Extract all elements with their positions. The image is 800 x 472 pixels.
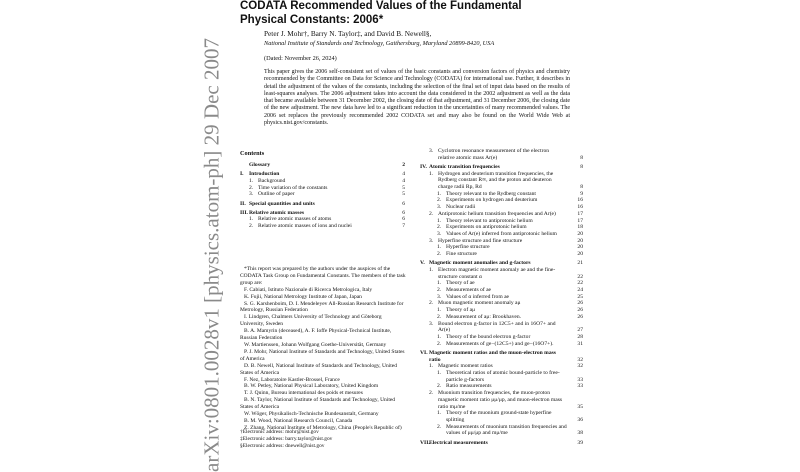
footnote-line: *This report was prepared by the authors under the auspices of the CODATA Task Group on Fundamental Constants. The members of the task group are: (240, 266, 406, 286)
toc-entry[interactable] (420, 204, 583, 211)
toc-entry[interactable] (240, 171, 405, 178)
toc-entry-number: 1. (249, 177, 254, 184)
toc-entry[interactable] (420, 410, 583, 423)
toc-entry[interactable] (420, 218, 583, 225)
toc-entry-page: 22 (577, 273, 583, 280)
toc-entry[interactable] (420, 300, 583, 307)
toc-entry[interactable] (240, 223, 405, 230)
toc-entry-number: 2. (429, 390, 434, 397)
toc-entry-title: Relative atomic masses of atoms (258, 216, 332, 223)
toc-entry-number: 2. (437, 251, 442, 258)
toc-entry-number: 1. (437, 370, 442, 376)
toc-entry-number: 1. (437, 410, 442, 417)
footnote-line: F. Nez, Laboratoire Kastler-Brossel, France (244, 376, 340, 383)
footnote-line: D. B. Newell, National Institute of Standards and Technology, United States of America (240, 362, 397, 376)
toc-entry-page: 20 (577, 230, 583, 237)
toc-entry-page: 32 (577, 356, 583, 363)
toc-entry-title: Experiments on hydrogen and deuterium (446, 197, 538, 204)
toc-entry[interactable] (420, 287, 583, 294)
table-of-contents-right (420, 148, 583, 446)
toc-entry-title: Hyperfine structure (446, 244, 490, 251)
toc-entry-title: Theory of ae (446, 280, 475, 287)
toc-entry-page: 6 (402, 216, 405, 223)
toc-entry-title: Special quantities and units (249, 200, 315, 207)
toc-entry-page: 26 (577, 300, 583, 307)
toc-entry-title: Hyperfine structure and fine structure (438, 237, 523, 244)
toc-entry-page: 36 (577, 416, 583, 423)
toc-entry-number: 1. (429, 363, 434, 370)
toc-entry-page: 27 (577, 327, 583, 334)
email-address[interactable]: ‡Electronic address: barry.taylor@nist.gov (240, 435, 333, 442)
toc-entry-page: 16 (577, 204, 583, 211)
toc-entry[interactable] (420, 197, 583, 204)
toc-entry-page: 21 (577, 260, 583, 267)
toc-entry-page: 24 (577, 287, 583, 294)
toc-entry-page: 7 (402, 223, 405, 230)
toc-entry-title: Atomic transition frequencies (429, 163, 500, 170)
toc-entry-page: 38 (577, 430, 583, 437)
toc-entry[interactable] (420, 164, 583, 171)
toc-entry-number: 1. (437, 280, 442, 287)
toc-entry[interactable] (420, 321, 583, 334)
toc-entry[interactable] (420, 191, 583, 198)
footnote-line: K. Fujii, National Metrology Institute of Japan, Japan (244, 293, 362, 300)
toc-entry-number: 2. (437, 313, 442, 320)
table-of-contents-left (240, 162, 405, 230)
toc-entry-number: 2. (437, 383, 442, 390)
footnote-line: W. Martienssen, Johann Wolfgang Goethe-Universität, Germany (244, 341, 387, 348)
toc-entry-title: Experiments on antiprotonic helium (446, 224, 527, 231)
toc-entry[interactable] (420, 307, 583, 314)
toc-entry-title: Theory of aμ (446, 307, 476, 314)
toc-entry-page: 20 (577, 251, 583, 258)
toc-entry[interactable] (240, 191, 405, 198)
toc-entry-page: 35 (577, 403, 583, 410)
toc-entry-number: 3. (437, 204, 442, 211)
toc-entry[interactable] (420, 350, 583, 363)
footnote-line: B. W. Petley, National Physical Laboratory, United Kingdom (244, 383, 379, 390)
toc-entry-page: 2 (402, 162, 405, 168)
toc-entry-title: Magnetic moment anomalies and g-factors (429, 260, 531, 267)
toc-entry-title: Ratio measurements (446, 383, 492, 390)
toc-entry-page: 16 (577, 197, 583, 204)
toc-entry-page: 31 (577, 340, 583, 347)
toc-entry-title: Outline of paper (258, 191, 295, 198)
toc-entry-page: 8 (580, 184, 583, 191)
toc-entry[interactable] (420, 294, 583, 301)
toc-entry-number: 2. (437, 197, 442, 204)
toc-entry-title: Theory of the muonium ground-state hyperfine splitting (446, 410, 552, 423)
paper-title: CODATA Recommended Values of the Fundamental Physical Constants: 2006* (240, 0, 522, 26)
footnote-line: W. Wöger, Physikalisch-Technische Bundesanstalt, Germany (244, 411, 379, 418)
toc-entry-number: IV. (420, 163, 427, 170)
toc-entry-title: Time variation of the constants (258, 184, 328, 191)
toc-entry[interactable] (420, 440, 583, 447)
toc-entry[interactable] (420, 260, 583, 267)
abstract: This paper gives the 2006 self-consistent set of values of the basic constants and conversion factors of physics and chemistry recommended by the Committee on Data for Science and Technology (CODATA) for international use. Further, it describes in detail the adjustment of the values of the constants, including the selection of the final set of input data based on the results of least-squares analyses. The 2006 adjustment takes into account the data considered in the 2002 adjustment as well as the data that became available between 31 December 2002, the closing date of that adjustment, and 31 December 2006, the closing date of the new adjustment. The new data have led to a significant reduction in the uncertainties of many recommended values. The 2006 set replaces the previously recommended 2002 CODATA set and may also be found on the World Wide Web at physics.nist.gov/constants. (264, 69, 570, 126)
toc-entry-number: 3. (429, 320, 434, 327)
toc-entry-title: Values of α inferred from ae (446, 293, 510, 300)
toc-entry-title: Measurements of muonium transition frequencies and values of μμ/μp and mμ/me (446, 423, 567, 437)
toc-entry[interactable] (420, 238, 583, 245)
toc-entry-title: Theory relevant to the Rydberg constant (446, 190, 536, 197)
toc-entry-number: 1. (437, 217, 442, 224)
footnote-line: B. M. Wood, National Research Council, Canada (244, 417, 353, 424)
toc-entry-title: Relative atomic masses (249, 209, 304, 216)
toc-entry-number: VII. (420, 439, 430, 446)
toc-entry-number: 1. (429, 266, 434, 273)
toc-entry-number: 2. (437, 423, 442, 430)
toc-entry[interactable] (240, 178, 405, 185)
toc-entry-number: 2. (249, 223, 254, 230)
toc-entry-title: Magnetic moment ratios and the muon-electron mass ratio (429, 349, 556, 363)
toc-entry-title: Fine structure (446, 251, 477, 258)
footnote-line: T. J. Quinn, Bureau international des poids et mesures (244, 390, 363, 397)
contents-heading: Contents (240, 150, 265, 157)
date-line: (Dated: November 26, 2024) (264, 55, 337, 62)
footnote-line: P. J. Mohr, National Institute of Standards and Technology, United States of America (240, 348, 405, 362)
toc-entry[interactable] (420, 314, 583, 321)
toc-entry-title: Electron magnetic moment anomaly ae and the fine-structure constant α (438, 266, 556, 280)
toc-entry-number: 3. (429, 237, 434, 244)
toc-entry[interactable] (420, 424, 583, 437)
toc-entry-title: Theory relevant to antiprotonic helium (446, 217, 533, 224)
toc-entry[interactable] (420, 231, 583, 238)
toc-entry[interactable] (420, 211, 583, 218)
toc-entry-page: 8 (580, 154, 583, 161)
toc-entry-page: 39 (577, 439, 583, 446)
toc-entry-title: Electrical measurements (429, 439, 488, 446)
toc-entry-page: 25 (577, 293, 583, 300)
toc-entry[interactable] (420, 280, 583, 287)
toc-entry-number: 1. (437, 307, 442, 314)
toc-entry-page: 5 (402, 191, 405, 198)
toc-entry-page: 5 (402, 184, 405, 191)
toc-entry-page: 9 (580, 190, 583, 197)
toc-entry-number: 1. (437, 244, 442, 251)
toc-entry-number: I. (240, 171, 244, 178)
toc-entry-number: III. (240, 209, 248, 216)
toc-entry-number: 1. (249, 216, 254, 223)
toc-entry-page: 20 (577, 244, 583, 251)
toc-entry-number: 1. (437, 190, 442, 197)
toc-entry[interactable] (420, 390, 583, 410)
author-list: Peter J. Mohr†, Barry N. Taylor‡, and David B. Newell§, (264, 29, 432, 38)
email-address[interactable]: †Electronic address: mohr@nist.gov (240, 429, 319, 435)
toc-entry[interactable] (420, 224, 583, 231)
toc-entry[interactable] (420, 251, 583, 258)
toc-entry-title: Hydrogen and deuterium transition frequencies, the Rydberg constant R∞, and the proton and deuteron charge radii Rp, Rd (438, 170, 554, 191)
toc-entry-page: 8 (580, 163, 583, 170)
toc-entry-title: Glossary (249, 162, 271, 168)
toc-entry-title: Values of Ar(e) inferred from antiprotonic helium (446, 230, 557, 237)
toc-entry-page: 33 (577, 383, 583, 390)
toc-entry-page: 17 (577, 210, 583, 217)
toc-entry-page: 32 (577, 363, 583, 370)
toc-entry-number: 2. (429, 210, 434, 217)
toc-entry-number: 3. (429, 148, 434, 154)
toc-entry-title: Background (258, 177, 286, 184)
toc-entry-title: Theory of the bound electron g-factor (446, 333, 531, 340)
toc-entry-number: II. (240, 200, 246, 207)
toc-entry[interactable] (240, 162, 405, 169)
toc-entry-title: Bound electron g-factor in 12C5+ and in 16O7+ and Ar(e) (438, 320, 556, 334)
toc-entry-number: 3. (437, 230, 442, 237)
toc-entry[interactable] (420, 341, 583, 348)
toc-entry-number: 2. (249, 184, 254, 191)
toc-entry-number: VI. (420, 349, 428, 356)
toc-entry-page: 33 (577, 376, 583, 383)
toc-entry[interactable] (240, 201, 405, 208)
footnote-line: F. Cabiati, Istituto Nazionale di Ricerca Metrologica, Italy (244, 286, 373, 293)
toc-entry-number: 3. (249, 191, 254, 198)
footnote-line: B. N. Taylor, National Institute of Standards and Technology, United States of America (240, 397, 396, 411)
toc-entry-title: Cyclotron resonance measurement of the electron relative atomic mass Ar(e) (438, 148, 550, 161)
affiliation: National Institute of Standards and Technology, Gaithersburg, Maryland 20899-8420, USA (264, 40, 495, 47)
email-footnotes (240, 429, 410, 449)
toc-entry-number: 3. (437, 293, 442, 300)
footnote-line: S. G. Karshenboim, D. I. Mendeleyev All-Russian Research Institute for Metrology, Russian Federation (240, 300, 404, 314)
footnote-line: B. A. Mamyrin (deceased), A. F. Ioffe Physical-Technical Institute, Russian Federation (240, 328, 392, 342)
toc-entry[interactable] (420, 171, 583, 191)
toc-entry-page: 26 (577, 313, 583, 320)
toc-entry-number: 1. (429, 170, 434, 177)
toc-entry-page: 6 (402, 200, 405, 207)
toc-entry-page: 4 (402, 171, 405, 178)
toc-entry-number: V. (420, 260, 425, 267)
task-group-footnote (240, 266, 407, 432)
toc-entry-page: 28 (577, 333, 583, 340)
toc-entry-page: 20 (577, 237, 583, 244)
toc-entry-title: Antiprotonic helium transition frequencies and Ar(e) (438, 210, 556, 217)
toc-entry-title: Muonium transition frequencies, the muon-proton magnetic moment ratio μμ/μp, and muon-electron mass ratio mμ/me (438, 390, 563, 410)
toc-entry[interactable] (420, 148, 583, 161)
toc-entry-title: Nuclear radii (446, 204, 476, 211)
toc-entry[interactable] (420, 267, 583, 280)
toc-entry-page: 17 (577, 217, 583, 224)
toc-entry[interactable] (420, 370, 583, 383)
toc-entry-number: 1. (437, 333, 442, 340)
toc-entry[interactable] (420, 363, 583, 370)
toc-entry-number: 2. (437, 340, 442, 347)
toc-entry-number: 2. (429, 300, 434, 307)
toc-entry-title: Relative atomic masses of ions and nuclei (258, 223, 352, 230)
arxiv-identifier: arXiv:0801.0028v1 [physics.atom-ph] 29 Dec 2007 (199, 38, 224, 472)
toc-entry-title: Introduction (249, 171, 280, 178)
toc-entry-page: 18 (577, 224, 583, 231)
toc-entry-number: 2. (437, 224, 442, 231)
toc-entry-title: Theoretical ratios of atomic bound-particle to free-particle g-factors (446, 370, 560, 383)
email-address[interactable]: §Electronic address: dnewell@nist.gov (240, 442, 325, 449)
toc-entry-page: 26 (577, 307, 583, 314)
toc-entry[interactable] (420, 244, 583, 251)
toc-entry-page: 6 (402, 209, 405, 216)
toc-entry-page: 4 (402, 177, 405, 184)
toc-entry-title: Muon magnetic moment anomaly aμ (438, 300, 521, 307)
toc-entry[interactable] (420, 334, 583, 341)
footnote-line: I. Lindgren, Chalmers University of Technology and Göteborg University, Sweden (240, 314, 382, 328)
toc-entry-title: Measurements of ae (446, 287, 492, 294)
toc-entry-title: Measurements of ge−(12C5+) and ge−(16O7+). (446, 340, 554, 347)
toc-entry-number: 2. (437, 287, 442, 294)
toc-entry-page: 22 (577, 280, 583, 287)
toc-entry-title: Measurement of aμ: Brookhaven. (446, 313, 522, 320)
toc-entry-title: Magnetic moment ratios (438, 363, 493, 370)
footnote-line: Z. Zhang, National Institute of Metrology, China (People's Republic of) (244, 424, 402, 431)
